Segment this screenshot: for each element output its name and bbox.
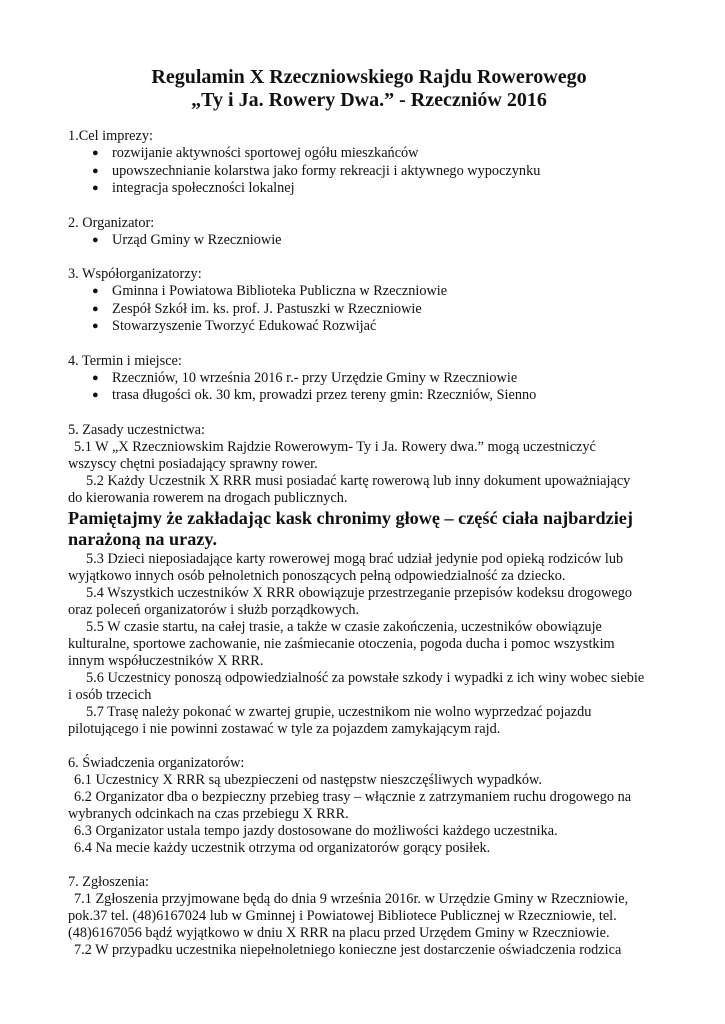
section-1-heading: 1.Cel imprezy:: [68, 128, 153, 144]
paragraph-5-5: 5.5 W czasie startu, na całej trasie, a także w czasie zakończenia, uczestników obowiązuje kulturalne, sportowe zachowanie, nie zaśmiecanie otoczenia, pogoda ducha i pomoc wszystkim innym współuczestników X RRR.: [68, 618, 615, 669]
section-4-heading: 4. Termin i miejsce:: [68, 352, 182, 369]
section-3-list: [68, 283, 658, 336]
paragraph-6-2: 6.2 Organizator dba o bezpieczny przebieg trasy – włącznie z zatrzymaniem ruchu drogowego na wybranych odcinkach na czas przebiegu X RRR.: [68, 788, 632, 822]
section-3-heading: 3. Współorganizatorzy:: [68, 266, 202, 282]
helmet-emphasis-note: Pamiętajmy że zakładając kask chronimy głowę – część ciała najbardziej narażoną na urazy.: [68, 507, 633, 549]
document-title: [68, 66, 658, 112]
bullet-icon: ●: [92, 164, 99, 177]
list-item: ● Zespół Szkół im. ks. prof. J. Pastuszki w Rzeczniowie: [92, 300, 422, 317]
bullet-icon: ●: [92, 182, 99, 194]
paragraph-5-3: 5.3 Dzieci nieposiadające karty rowerowej mogą brać udział jedynie pod opieką rodziców lub wyjątkowo innych osób pełnoletnich ponoszących pełną odpowiedzialność za dziecko.: [68, 550, 624, 584]
paragraph-5-6: 5.6 Uczestnicy ponoszą odpowiedzialność za powstałe szkody i wypadki z ich winy wobec siebie i osób trzecich: [68, 669, 645, 703]
bullet-icon: ●: [92, 302, 99, 315]
document-page: [68, 66, 658, 959]
title-line-2: „Ty i Ja. Rowery Dwa.” - Rzeczniów 2016: [191, 89, 547, 111]
paragraph-6-3: 6.3 Organizator ustala tempo jazdy dostosowane do możliwości każdego uczestnika.: [74, 822, 558, 839]
section-4-list: [68, 370, 658, 405]
list-item: ● rozwijanie aktywności sportowej ogółu mieszkańców: [92, 145, 419, 161]
bullet-icon: ●: [92, 320, 99, 332]
paragraph-7-2: 7.2 W przypadku uczestnika niepełnoletniego konieczne jest dostarczenie oświadczenia rodzica: [74, 941, 622, 958]
list-item: ● Rzeczniów, 10 września 2016 r.- przy Urzędzie Gminy w Rzeczniowie: [92, 369, 518, 386]
bullet-icon: ●: [92, 233, 99, 246]
section-5-heading: 5. Zasady uczestnictwa:: [68, 421, 205, 438]
section-7-heading: 7. Zgłoszenia:: [68, 873, 149, 890]
list-item: ● upowszechnianie kolarstwa jako formy rekreacji i aktywnego wypoczynku: [92, 162, 541, 179]
section-2-heading: 2. Organizator:: [68, 214, 155, 231]
paragraph-5-2: 5.2 Każdy Uczestnik X RRR musi posiadać kartę rowerową lub inny dokument upoważniający do kierowania rowerem na drogach publicznych.: [68, 472, 631, 506]
paragraph-5-7: 5.7 Trasę należy pokonać w zwartej grupie, uczestnikom nie wolno wyprzedzać pojazdu pilotującego i nie powinni zostawać w tyle za pojazdem zamykającym rajd.: [68, 703, 592, 737]
paragraph-5-1: 5.1 W „X Rzeczniowskim Rajdzie Rowerowym- Ty i Ja. Rowery dwa.” mogą uczestniczyć wszyscy chętni posiadający sprawny rower.: [68, 438, 596, 472]
paragraph-6-4: 6.4 Na mecie każdy uczestnik otrzyma od organizatorów gorący posiłek.: [74, 839, 491, 856]
list-item: ● Gminna i Powiatowa Biblioteka Publiczna w Rzeczniowie: [92, 283, 448, 299]
list-item: ● Stowarzyszenie Tworzyć Edukować Rozwijać: [92, 318, 377, 334]
title-line-1: Regulamin X Rzeczniowskiego Rajdu Rowerowego: [151, 66, 587, 88]
list-item: ● Urząd Gminy w Rzeczniowie: [92, 231, 282, 248]
list-item: ● trasa długości ok. 30 km, prowadzi przez tereny gmin: Rzeczniów, Sienno: [92, 387, 537, 403]
bullet-icon: ●: [92, 285, 99, 297]
paragraph-7-1: 7.1 Zgłoszenia przyjmowane będą do dnia 9 września 2016r. w Urzędzie Gminy w Rzeczniowie, pok.37 tel. (48)6167024 lub w Gminnej i Powiatowej Bibliotece Publicznej w Rzeczniowie, tel. (48)6167056 bądź wyjątkowo w dniu X RRR na placu przed Urzędem Gminy w Rzeczniowie.: [68, 890, 629, 941]
paragraph-5-4: 5.4 Wszystkich uczestników X RRR obowiązuje przestrzeganie przepisów kodeksu drogowego oraz poleceń organizatorów i służb porządkowych.: [68, 584, 633, 618]
bullet-icon: ●: [92, 147, 99, 159]
section-6-heading: 6. Świadczenia organizatorów:: [68, 754, 245, 771]
bullet-icon: ●: [92, 389, 99, 401]
section-2-list: [68, 232, 658, 250]
bullet-icon: ●: [92, 371, 99, 384]
paragraph-6-1: 6.1 Uczestnicy X RRR są ubezpieczeni od następstw nieszczęśliwych wypadków.: [74, 771, 542, 788]
section-1-list: [68, 145, 658, 198]
list-item: ● integracja społeczności lokalnej: [92, 180, 295, 196]
